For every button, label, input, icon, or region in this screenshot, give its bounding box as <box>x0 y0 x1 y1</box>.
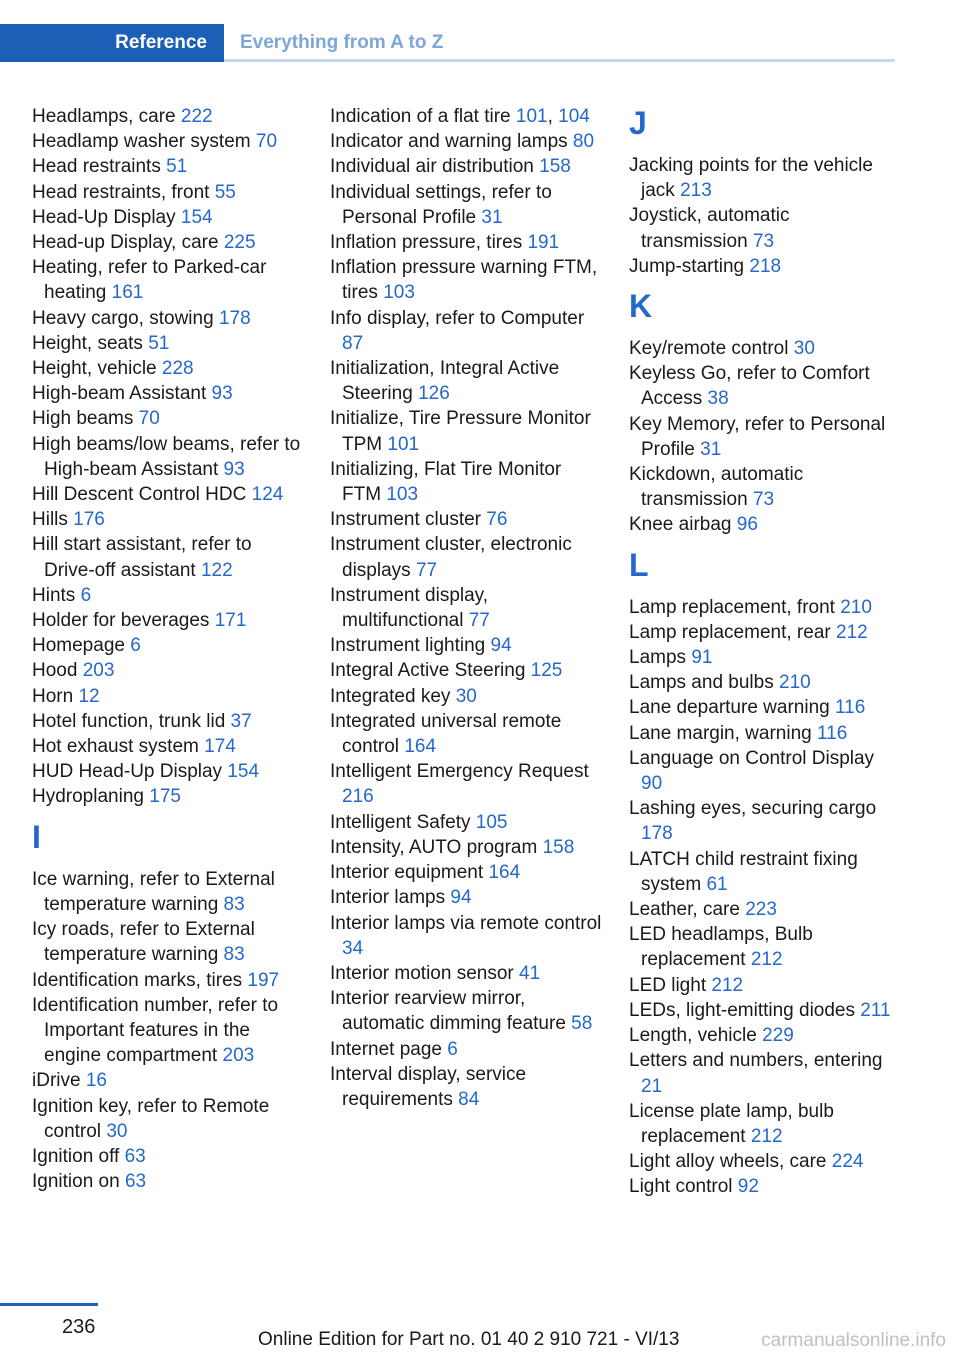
page-link[interactable]: 34 <box>342 937 364 959</box>
page-link[interactable]: 176 <box>73 509 105 531</box>
page-link[interactable]: 31 <box>700 438 722 460</box>
page-link[interactable]: 164 <box>404 736 437 758</box>
index-term: High-beam Assistant <box>32 383 207 405</box>
page-link[interactable]: 12 <box>78 685 100 707</box>
index-term: Integrated universal remote control <box>330 710 562 758</box>
index-term: Individual settings, refer to Personal Profile <box>330 181 552 228</box>
index-term: Hill Descent Control HDC <box>32 484 247 506</box>
index-term: Hood <box>32 660 78 682</box>
index-term: Joystick, automatic transmission <box>629 205 790 252</box>
page-link[interactable]: 76 <box>486 509 508 531</box>
page-link[interactable]: 41 <box>519 962 541 984</box>
index-entry <box>330 709 602 759</box>
page-link[interactable]: 116 <box>834 697 866 719</box>
index-term: Lamps <box>629 647 687 669</box>
index-term: Keyless Go, refer to Comfort Access <box>629 363 870 410</box>
index-entry <box>330 835 602 860</box>
page-link[interactable]: 6 <box>130 635 141 657</box>
index-entry <box>629 645 895 670</box>
index-entry <box>32 709 304 734</box>
index-entry <box>629 922 895 972</box>
index-term: Heating, refer to Parked-car heating <box>32 257 267 304</box>
index-entry <box>629 695 895 720</box>
page-link[interactable]: 37 <box>230 710 252 732</box>
page-link[interactable]: 90 <box>641 773 663 795</box>
page-link[interactable]: 87 <box>342 332 364 354</box>
page-link[interactable]: 161 <box>111 282 144 304</box>
index-entry <box>330 1037 602 1062</box>
watermark: carmanualsonline.info <box>761 1330 946 1351</box>
page-link[interactable]: 92 <box>737 1176 759 1198</box>
index-entry <box>32 432 304 482</box>
index-term: iDrive <box>32 1070 81 1092</box>
index-entry <box>330 129 602 154</box>
page-link[interactable]: 178 <box>641 823 673 845</box>
index-entry <box>32 993 304 1069</box>
page-link[interactable]: 83 <box>223 893 245 915</box>
page-link[interactable]: 212 <box>750 1125 783 1147</box>
page-link[interactable]: 212 <box>711 974 744 996</box>
index-term: Instrument display, multifunctional <box>330 584 489 632</box>
index-term: HUD Head-Up Display <box>32 761 223 783</box>
index-term: Knee airbag <box>629 514 732 536</box>
index-entry <box>629 721 895 746</box>
page-link[interactable]: 105 <box>475 811 508 833</box>
page-link[interactable]: 30 <box>106 1120 128 1142</box>
index-entry <box>32 180 304 205</box>
index-term: Head restraints, front <box>32 181 210 203</box>
chapter-title: Everything from A to Z <box>240 32 444 53</box>
section-letter: I <box>32 818 41 855</box>
page-link[interactable]: 63 <box>124 1145 146 1167</box>
page-link[interactable]: 51 <box>166 156 188 178</box>
page-link[interactable]: 210 <box>840 596 872 618</box>
index-term: Horn <box>32 685 74 707</box>
page-link[interactable]: 222 <box>180 106 213 127</box>
index-term: Jacking points for the vehicle jack <box>629 155 873 202</box>
index-term: High beams <box>32 408 134 430</box>
page-link[interactable]: 154 <box>180 206 213 228</box>
page-link[interactable]: 210 <box>779 672 811 694</box>
index-entry <box>32 230 304 255</box>
index-entry <box>32 759 304 784</box>
index-term: Identification number, refer to Important features in the engine compartment <box>32 994 279 1067</box>
page-link[interactable]: 125 <box>530 660 563 682</box>
page-link[interactable]: 31 <box>481 206 503 228</box>
page-link[interactable]: 171 <box>214 610 247 632</box>
index-entry <box>32 658 304 683</box>
index-entry <box>32 1068 304 1093</box>
index-column-2 <box>330 104 602 1112</box>
page-link[interactable]: 70 <box>138 408 160 430</box>
index-term: Interval display, service requirements <box>330 1063 527 1110</box>
page-link[interactable]: 229 <box>762 1025 794 1047</box>
index-term: Hot exhaust system <box>32 736 199 758</box>
index-term: Language on Control Display <box>629 747 875 769</box>
index-entry <box>330 180 602 230</box>
index-entry <box>629 620 895 645</box>
page-link[interactable]: 63 <box>124 1171 147 1193</box>
page-link[interactable]: 197 <box>247 969 280 991</box>
page-link[interactable]: 154 <box>227 761 260 783</box>
index-entry <box>629 512 895 537</box>
page-link[interactable]: 104 <box>558 106 590 127</box>
index-term: LED headlamps, Bulb replacement <box>629 924 813 971</box>
index-entry <box>32 406 304 431</box>
index-entry <box>32 684 304 709</box>
index-term: Interior lamps via remote control <box>330 912 602 934</box>
page-header <box>0 24 895 62</box>
index-term: Interior equipment <box>330 862 484 884</box>
index-entry <box>32 583 304 608</box>
index-entry: Indication of a flat tire 101, 104 <box>330 106 590 127</box>
index-term: Identification marks, tires <box>32 969 243 991</box>
page-link[interactable]: 38 <box>707 388 729 410</box>
index-term: Key Memory, refer to Personal Profile <box>629 413 886 460</box>
page-link[interactable]: 93 <box>223 458 245 480</box>
index-entry <box>629 361 895 411</box>
page-link[interactable]: 96 <box>736 514 758 536</box>
index-entry <box>629 336 895 361</box>
page-link[interactable]: 70 <box>255 131 278 153</box>
page-link[interactable]: 58 <box>571 1013 593 1035</box>
index-entry <box>32 1094 304 1144</box>
index-term: Icy roads, refer to External temperature warning <box>32 919 255 966</box>
index-entry <box>330 810 602 835</box>
index-term: Ice warning, refer to External temperature warning <box>32 868 275 915</box>
page-link[interactable]: 164 <box>488 862 521 884</box>
index-term: Lamps and bulbs <box>629 672 774 694</box>
index-entry <box>330 406 602 456</box>
index-term: Lamp replacement, front <box>629 596 835 618</box>
index-entry <box>629 1174 895 1199</box>
page-link[interactable]: 84 <box>458 1088 480 1110</box>
index-term: Info display, refer to Computer <box>330 307 585 329</box>
page-link[interactable]: 158 <box>539 156 571 178</box>
page-link[interactable]: 94 <box>490 635 512 657</box>
page-link[interactable]: 175 <box>149 786 181 808</box>
index-term: Intensity, AUTO program <box>330 836 538 858</box>
index-entry <box>32 306 304 331</box>
page-link[interactable]: 126 <box>418 383 450 405</box>
page-link[interactable]: 218 <box>749 255 782 277</box>
index-term: LATCH child restraint fixing system <box>629 848 858 895</box>
index-term: Indicator and warning lamps <box>330 131 568 153</box>
index-term: Light control <box>629 1176 733 1198</box>
index-entry <box>32 129 304 154</box>
index-term: Instrument cluster <box>330 509 481 531</box>
page-link[interactable]: 51 <box>148 332 170 354</box>
page-link[interactable]: 101 <box>515 106 548 127</box>
index-term: Interior rearview mirror, automatic dimming feature <box>330 988 566 1035</box>
index-term: Jump-starting <box>629 255 745 277</box>
index-term: Head-up Display, care <box>32 232 219 254</box>
page-link[interactable]: 213 <box>680 180 712 202</box>
index-term: Intelligent Emergency Request <box>330 761 589 783</box>
index-entry <box>330 684 602 709</box>
index-entry <box>32 154 304 179</box>
index-entry <box>629 203 895 253</box>
page-link[interactable]: 16 <box>85 1070 107 1092</box>
index-term: Lashing eyes, securing cargo <box>629 798 877 820</box>
index-term: Hydroplaning <box>32 786 144 808</box>
index-term: Lane margin, warning <box>629 722 812 744</box>
index-term: Hints <box>32 584 76 606</box>
section-tab[interactable]: Reference <box>0 24 224 62</box>
index-term: Leather, care <box>629 899 740 921</box>
index-entry <box>629 973 895 998</box>
index-term: Internet page <box>330 1038 442 1060</box>
page-link[interactable]: 73 <box>752 230 775 252</box>
index-entry <box>32 917 304 967</box>
page-link[interactable]: 124 <box>251 484 284 506</box>
section-letter: K <box>629 288 653 325</box>
index-term: Indication of a flat tire <box>330 106 511 127</box>
index-term: Hotel function, trunk lid <box>32 710 226 732</box>
index-term: Ignition on <box>32 1171 120 1193</box>
index-term: LEDs, light-emitting diodes <box>629 999 855 1021</box>
index-term: Headlamps, care <box>32 106 176 127</box>
index-term: Kickdown, automatic transmission <box>629 464 804 511</box>
index-column-1 <box>32 104 304 1194</box>
page-link[interactable]: 103 <box>383 282 415 304</box>
index-entry <box>32 331 304 356</box>
index-entry <box>330 507 602 532</box>
page-link[interactable]: 30 <box>455 685 477 707</box>
index-entry <box>330 633 602 658</box>
page-link[interactable]: 77 <box>415 559 438 581</box>
page-link[interactable]: 228 <box>161 358 194 380</box>
index-entry <box>32 205 304 230</box>
index-entry <box>32 633 304 658</box>
index-entry <box>32 532 304 582</box>
index-entry <box>629 746 895 796</box>
index-entry <box>330 255 602 305</box>
index-term: Ignition off <box>32 1145 120 1167</box>
index-term: Hills <box>32 509 68 531</box>
index-entry <box>330 658 602 683</box>
index-term: Integrated key <box>330 685 451 707</box>
page-link[interactable]: 80 <box>572 131 595 153</box>
page-link[interactable]: 174 <box>204 736 236 758</box>
edition-note: Online Edition for Part no. 01 40 2 910 721 - VI/13 <box>258 1329 680 1350</box>
index-term: Light alloy wheels, care <box>629 1151 827 1173</box>
page-link[interactable]: 211 <box>860 999 891 1021</box>
page-link[interactable]: 101 <box>387 433 420 455</box>
index-term: Lane departure warning <box>629 697 830 719</box>
index-term: Holder for beverages <box>32 610 210 632</box>
index-term: Instrument cluster, electronic displays <box>330 534 572 581</box>
page-link[interactable]: 122 <box>200 559 233 581</box>
page-link[interactable]: 116 <box>817 722 848 744</box>
index-term: Hill start assistant, refer to Drive-off assistant <box>32 534 252 581</box>
index-entry <box>330 759 602 809</box>
index-term: Inflation pressure, tires <box>330 232 523 254</box>
page-link[interactable]: 94 <box>450 887 472 909</box>
index-entry <box>330 457 602 507</box>
index-entry <box>629 897 895 922</box>
index-entry <box>32 255 304 305</box>
index-entry <box>330 230 602 255</box>
page-link[interactable]: 225 <box>223 232 256 254</box>
index-entry <box>629 1149 895 1174</box>
page-link[interactable]: 6 <box>80 584 92 606</box>
index-term: Initialization, Integral Active Steering <box>330 358 560 405</box>
index-term: LED light <box>629 974 707 996</box>
index-entry <box>330 583 602 633</box>
index-entry <box>32 734 304 759</box>
index-term: Head restraints <box>32 156 161 178</box>
page-link[interactable]: 30 <box>793 338 815 360</box>
index-term: Initializing, Flat Tire Monitor FTM <box>330 458 562 506</box>
index-term: Length, vehicle <box>629 1025 757 1047</box>
index-term: Headlamp washer system <box>32 131 251 153</box>
index-entry <box>629 847 895 897</box>
section-letter: J <box>629 105 647 141</box>
page-link[interactable]: 93 <box>211 383 233 405</box>
page-link[interactable]: 212 <box>750 949 783 971</box>
page-link[interactable]: 178 <box>218 307 251 329</box>
index-term: Heavy cargo, stowing <box>32 307 214 329</box>
index-entry <box>629 796 895 846</box>
page-link[interactable]: 158 <box>542 836 575 858</box>
index-entry <box>629 670 895 695</box>
index-entry <box>330 1062 602 1112</box>
header-rule <box>224 59 895 62</box>
index-term: Individual air distribution <box>330 156 534 178</box>
index-term: License plate lamp, bulb replacement <box>629 1100 834 1147</box>
index-entry <box>330 306 602 356</box>
index-term: Ignition key, refer to Remote control <box>32 1095 270 1142</box>
index-entry <box>32 482 304 507</box>
index-entry <box>32 381 304 406</box>
index-entry <box>330 986 602 1036</box>
index-entry <box>330 532 602 582</box>
index-term: Head-Up Display <box>32 206 176 228</box>
footer-rule <box>0 1303 98 1306</box>
index-entry <box>629 254 895 279</box>
index-entry <box>32 356 304 381</box>
index-entry <box>629 595 895 620</box>
page-link[interactable]: 103 <box>386 484 419 506</box>
index-entry <box>330 154 602 179</box>
index-entry <box>629 1048 895 1098</box>
index-entry <box>629 153 895 203</box>
index-entry <box>32 1144 304 1169</box>
index-entry <box>330 860 602 885</box>
page-link[interactable]: 21 <box>641 1075 663 1097</box>
index-term: Homepage <box>32 635 125 657</box>
index-entry <box>330 885 602 910</box>
index-entry <box>32 507 304 532</box>
index-entry <box>629 1023 895 1048</box>
index-entry <box>629 412 895 462</box>
index-entry <box>629 998 895 1023</box>
index-column-3 <box>629 104 895 1200</box>
index-entry <box>330 356 602 406</box>
page-link[interactable]: 55 <box>214 181 236 203</box>
index-entry <box>330 911 602 961</box>
index-term: Instrument lighting <box>330 635 486 657</box>
index-entry <box>32 968 304 993</box>
page-link[interactable]: 83 <box>223 944 245 966</box>
page-number: 236 <box>62 1316 96 1338</box>
page-link[interactable]: 91 <box>691 647 713 669</box>
index-entry <box>629 1099 895 1149</box>
index-term: Initialize, Tire Pressure Monitor TPM <box>330 408 591 455</box>
section-letter: L <box>629 546 649 583</box>
index-term: Interior lamps <box>330 887 446 909</box>
page-link[interactable]: 6 <box>447 1038 458 1060</box>
index-entry <box>32 1169 304 1194</box>
page-link[interactable]: 61 <box>706 873 728 895</box>
page-link[interactable]: 224 <box>831 1151 864 1173</box>
page-link[interactable]: 223 <box>745 899 777 921</box>
page-link[interactable]: 73 <box>752 489 775 511</box>
page-link[interactable]: 191 <box>527 232 560 254</box>
index-term: Lamp replacement, rear <box>629 621 831 643</box>
page-link[interactable]: 203 <box>222 1045 255 1067</box>
index-entry <box>32 608 304 633</box>
index-term: High beams/low beams, refer to High-beam Assistant <box>32 433 301 480</box>
index-term: Letters and numbers, entering <box>629 1050 883 1072</box>
index-entry <box>330 961 602 986</box>
index-term: Integral Active Steering <box>330 660 526 682</box>
index-term: Inflation pressure warning FTM, tires <box>330 257 598 304</box>
index-term: Height, seats <box>32 332 143 354</box>
page-link[interactable]: 216 <box>342 786 374 808</box>
index-term: Height, vehicle <box>32 358 157 380</box>
index-entry <box>629 462 895 512</box>
index-entry <box>32 784 304 809</box>
index-term: Key/remote control <box>629 338 789 360</box>
page-link[interactable]: 212 <box>836 621 868 643</box>
index-entry <box>32 104 304 129</box>
page-link[interactable]: 203 <box>82 660 115 682</box>
index-entry <box>32 867 304 917</box>
index-term: Intelligent Safety <box>330 811 471 833</box>
page-link[interactable]: 77 <box>468 610 490 632</box>
index-term: Interior motion sensor <box>330 962 514 984</box>
